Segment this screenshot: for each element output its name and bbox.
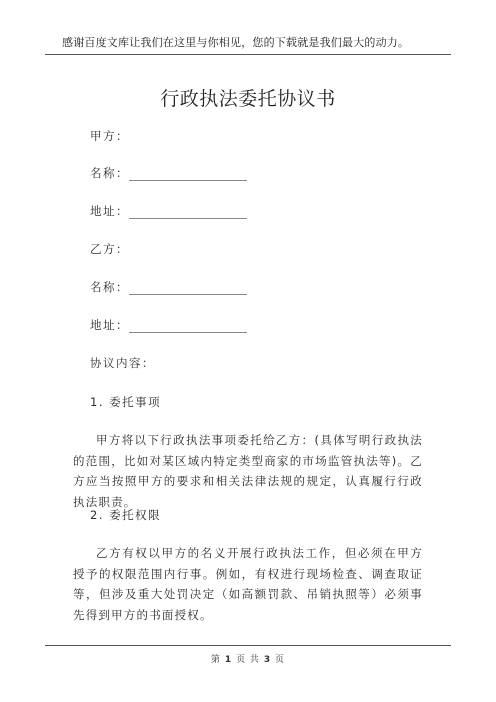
party-b-address-label: 地址： — [90, 318, 129, 332]
footer-page-number: 1 — [224, 655, 233, 665]
header-rule — [45, 54, 451, 55]
party-a-address-field — [90, 203, 247, 219]
party-a-label: 甲方： — [90, 129, 129, 143]
footer-total-pages: 3 — [263, 655, 272, 665]
footer-suffix: 页 — [274, 655, 285, 665]
party-b-name-label: 名称： — [90, 280, 129, 294]
section-1-body: 甲方将以下行政执法事项委托给乙方：(具体写明行政执法的范围，比如对某区域内特定类型商家的市场监管执法等)。乙方应当按照甲方的要求和相关法律法规的规定，认真履行行政执法职责。 — [73, 433, 423, 509]
document-title: 行政执法委托协议书 — [160, 88, 336, 110]
header-note: 感谢百度文库让我们在这里与你相见，您的下载就是我们最大的动力。 — [62, 36, 410, 49]
party-a-address-label: 地址： — [90, 204, 129, 218]
section-2-heading: 2. 委托权限 — [90, 508, 162, 522]
party-b-address-field — [90, 317, 247, 333]
footer-prefix: 第 — [211, 655, 222, 665]
party-a-name-label: 名称： — [90, 166, 129, 180]
footer-rule — [45, 645, 451, 646]
party-a-name-blank — [129, 168, 247, 181]
party-b-name-blank — [129, 282, 247, 295]
section-2-body: 乙方有权以甲方的名义开展行政执法工作，但必须在甲方授予的权限范围内行事。例如，有权进行现场检查、调查取证等，但涉及重大处罚决定（如高额罚款、吊销执照等）必须事先得到甲方的书面授权。 — [73, 546, 423, 622]
party-b-name-field — [90, 279, 247, 295]
content-label: 协议内容： — [90, 356, 155, 370]
party-b-label: 乙方： — [90, 242, 129, 256]
party-a-name-field — [90, 165, 247, 181]
section-1-heading: 1. 委托事项 — [90, 395, 162, 409]
party-b-address-blank — [129, 320, 247, 333]
party-a-address-blank — [129, 206, 247, 219]
page-footer — [0, 652, 496, 665]
footer-mid: 页 共 — [236, 655, 260, 665]
